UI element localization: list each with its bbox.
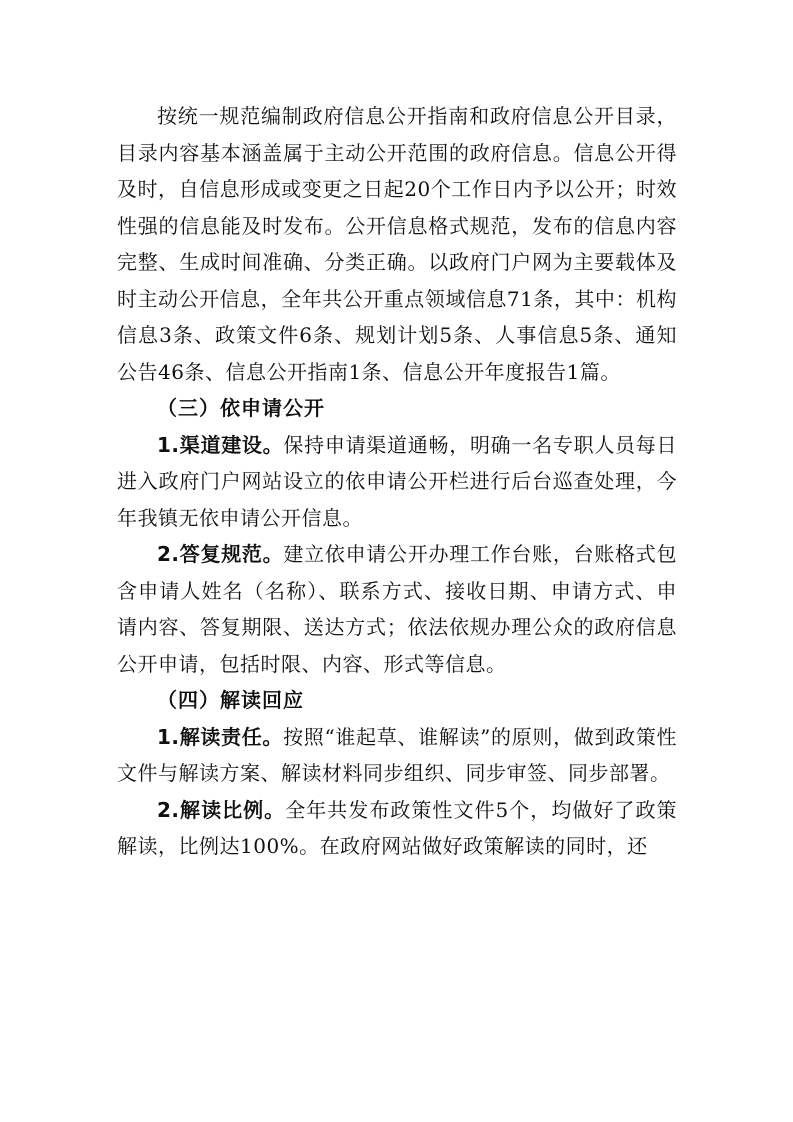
paragraph-lead: 2.解读比例。 bbox=[157, 797, 286, 822]
paragraph-text: 全年共发布政策性文件5个，均做好了政策解读，比例达100%。在政府网站做好政策解读的同时，还 bbox=[117, 797, 677, 858]
paragraph-disclosure-catalog: 按统一规范编制政府信息公开指南和政府信息公开目录，目录内容基本涵盖属于主动公开范围的政府信息。信息公开得及时，自信息形成或变更之日起20个工作日内予以公开；时效性强的信息能及时发布。公开信息格式规范，发布的信息内容完整、生成时间准确、分类正确。以政府门户网为主要载体及时主动公开信息，全年共公开重点领域信息71条，其中：机构信息3条、政策文件6条、规划计划5条、人事信息5条、通知公告46条、信息公开指南1条、信息公开年度报告1篇。 bbox=[117, 104, 677, 384]
paragraph-channel-construction bbox=[117, 427, 677, 537]
paragraph-reply-standard bbox=[117, 536, 677, 682]
paragraph-interpretation-responsibility bbox=[117, 719, 677, 792]
section-heading-application-disclosure: （三）依申请公开 bbox=[157, 396, 325, 420]
paragraph-lead: 2.答复规范。 bbox=[157, 542, 284, 566]
paragraph-lead: 1.解读责任。 bbox=[157, 724, 284, 749]
section-heading-interpretation-response: （四）解读回应 bbox=[157, 688, 304, 712]
paragraph-interpretation-ratio bbox=[117, 792, 677, 865]
paragraph-text: 建立依申请公开办理工作台账，台账格式包含申请人姓名（名称）、联系方式、接收日期、申请方式、申请内容、答复期限、送达方式；依法依规办理公众的政府信息公开申请，包括时限、内容、形式等信息。 bbox=[117, 542, 678, 676]
paragraph-text: 按照“谁起草、谁解读”的原则，做到政策性文件与解读方案、解读材料同步组织、同步审签、同步部署。 bbox=[117, 724, 678, 785]
document-page bbox=[117, 98, 677, 865]
paragraph-lead: 1.渠道建设。 bbox=[157, 432, 284, 457]
paragraph-text: 保持申请渠道通畅，明确一名专职人员每日进入政府门户网站设立的依申请公开栏进行后台巡查处理，今年我镇无依申请公开信息。 bbox=[117, 432, 678, 530]
